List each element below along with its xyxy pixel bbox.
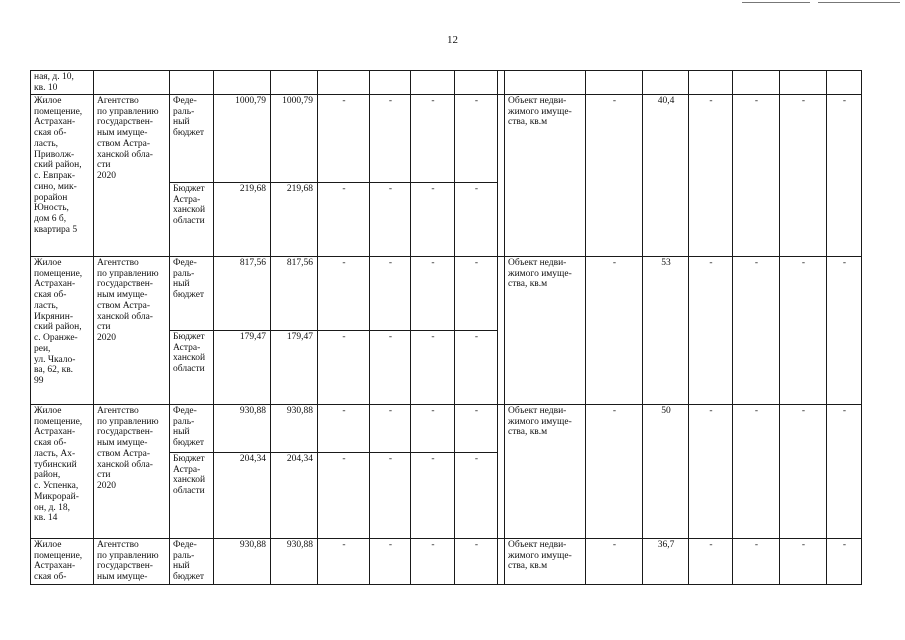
dash-cell: - — [586, 257, 643, 405]
table-row — [31, 539, 862, 585]
empty-cell — [498, 405, 505, 539]
dash-cell: - — [318, 331, 370, 405]
top-rule-left — [742, 2, 810, 3]
funding-source-cell: Бюджет Астра- ханской области — [170, 183, 214, 257]
dash-cell: - — [455, 539, 498, 585]
dash-cell: - — [689, 257, 733, 405]
funding-source-cell: Феде- раль- ный бюджет — [170, 257, 214, 331]
amount-cell: 204,34 — [271, 453, 318, 539]
dash-cell: - — [733, 257, 780, 405]
empty-cell — [827, 71, 862, 95]
table-row — [31, 95, 862, 183]
empty-cell — [498, 95, 505, 257]
dash-cell: - — [586, 405, 643, 539]
indicator-value-cell: 53 — [643, 257, 689, 405]
agency-cell: Агентство по управлению государствен- ным имуще- — [94, 539, 170, 585]
dash-cell: - — [370, 257, 411, 331]
empty-cell — [505, 71, 586, 95]
table-row — [31, 405, 862, 453]
amount-cell: 1000,79 — [214, 95, 271, 183]
dash-cell: - — [827, 405, 862, 539]
dash-cell: - — [411, 539, 455, 585]
funding-source-cell: Бюджет Астра- ханской области — [170, 331, 214, 405]
dash-cell: - — [370, 405, 411, 453]
amount-cell: 930,88 — [214, 539, 271, 585]
dash-cell: - — [733, 95, 780, 257]
amount-cell: 930,88 — [271, 405, 318, 453]
dash-cell: - — [370, 183, 411, 257]
dash-cell: - — [370, 539, 411, 585]
empty-cell — [455, 71, 498, 95]
table-row — [31, 71, 862, 95]
empty-cell — [94, 71, 170, 95]
agency-cell: Агентство по управлению государствен- ным имуще- ством Астра- ханской обла- сти 2020 — [94, 257, 170, 405]
dash-cell: - — [318, 405, 370, 453]
dash-cell: - — [827, 95, 862, 257]
empty-cell — [498, 257, 505, 405]
empty-cell — [780, 71, 827, 95]
dash-cell: - — [733, 405, 780, 539]
dash-cell: - — [455, 453, 498, 539]
dash-cell: - — [780, 405, 827, 539]
indicator-value-cell: 36,7 — [643, 539, 689, 585]
budget-table — [30, 70, 862, 585]
indicator-cell: Объект недви- жимого имуще- ства, кв.м — [505, 405, 586, 539]
dash-cell: - — [455, 183, 498, 257]
page-number: 12 — [447, 34, 458, 46]
dash-cell: - — [827, 257, 862, 405]
dash-cell: - — [689, 95, 733, 257]
dash-cell: - — [689, 539, 733, 585]
dash-cell: - — [455, 331, 498, 405]
amount-cell: 219,68 — [271, 183, 318, 257]
dash-cell: - — [455, 257, 498, 331]
indicator-value-cell: 50 — [643, 405, 689, 539]
agency-cell: Агентство по управлению государствен- ным имуще- ством Астра- ханской обла- сти 2020 — [94, 95, 170, 257]
dash-cell: - — [780, 539, 827, 585]
dash-cell: - — [411, 453, 455, 539]
agency-cell: Агентство по управлению государствен- ным имуще- ством Астра- ханской обла- сти 2020 — [94, 405, 170, 539]
empty-cell — [271, 71, 318, 95]
dash-cell: - — [455, 95, 498, 183]
dash-cell: - — [586, 95, 643, 257]
dash-cell: - — [733, 539, 780, 585]
object-address-cell: Жилое помещение, Астрахан- ская об- ласть, Икрянин- ский район, с. Оранже- реи, ул. Чкало- ва, 62, кв. 99 — [31, 257, 94, 405]
amount-cell: 817,56 — [214, 257, 271, 331]
continuation-cell: ная, д. 10, кв. 10 — [31, 71, 94, 95]
indicator-value-cell: 40,4 — [643, 95, 689, 257]
dash-cell: - — [370, 331, 411, 405]
empty-cell — [370, 71, 411, 95]
empty-cell — [318, 71, 370, 95]
top-rule-right — [818, 2, 900, 3]
dash-cell: - — [318, 453, 370, 539]
amount-cell: 219,68 — [214, 183, 271, 257]
empty-cell — [586, 71, 643, 95]
dash-cell: - — [689, 405, 733, 539]
amount-cell: 204,34 — [214, 453, 271, 539]
empty-cell — [411, 71, 455, 95]
dash-cell: - — [411, 257, 455, 331]
table-row — [31, 257, 862, 331]
empty-cell — [643, 71, 689, 95]
dash-cell: - — [411, 405, 455, 453]
dash-cell: - — [455, 405, 498, 453]
dash-cell: - — [586, 539, 643, 585]
indicator-cell: Объект недви- жимого имуще- ства, кв.м — [505, 539, 586, 585]
dash-cell: - — [318, 95, 370, 183]
empty-cell — [170, 71, 214, 95]
amount-cell: 179,47 — [214, 331, 271, 405]
object-address-cell: Жилое помещение, Астрахан- ская об- — [31, 539, 94, 585]
empty-cell — [498, 539, 505, 585]
dash-cell: - — [780, 95, 827, 257]
dash-cell: - — [411, 183, 455, 257]
amount-cell: 930,88 — [271, 539, 318, 585]
empty-cell — [498, 71, 505, 95]
table-body — [31, 71, 862, 585]
object-address-cell: Жилое помещение, Астрахан- ская об- ласть, Приволж- ский район, с. Евпрак- сино, мик- рорайон Юность, дом 6 б, квартира 5 — [31, 95, 94, 257]
dash-cell: - — [370, 453, 411, 539]
empty-cell — [689, 71, 733, 95]
dash-cell: - — [318, 183, 370, 257]
empty-cell — [733, 71, 780, 95]
dash-cell: - — [318, 257, 370, 331]
dash-cell: - — [780, 257, 827, 405]
dash-cell: - — [411, 331, 455, 405]
dash-cell: - — [411, 95, 455, 183]
dash-cell: - — [827, 539, 862, 585]
funding-source-cell: Бюджет Астра- ханской области — [170, 453, 214, 539]
empty-cell — [214, 71, 271, 95]
amount-cell: 817,56 — [271, 257, 318, 331]
amount-cell: 1000,79 — [271, 95, 318, 183]
amount-cell: 179,47 — [271, 331, 318, 405]
dash-cell: - — [318, 539, 370, 585]
funding-source-cell: Феде- раль- ный бюджет — [170, 539, 214, 585]
indicator-cell: Объект недви- жимого имуще- ства, кв.м — [505, 257, 586, 405]
indicator-cell: Объект недви- жимого имуще- ства, кв.м — [505, 95, 586, 257]
object-address-cell: Жилое помещение, Астрахан- ская об- ласть, Ах- тубинский район, с. Успенка, Микрорай- он, д. 18, кв. 14 — [31, 405, 94, 539]
funding-source-cell: Феде- раль- ный бюджет — [170, 95, 214, 183]
dash-cell: - — [370, 95, 411, 183]
amount-cell: 930,88 — [214, 405, 271, 453]
funding-source-cell: Феде- раль- ный бюджет — [170, 405, 214, 453]
